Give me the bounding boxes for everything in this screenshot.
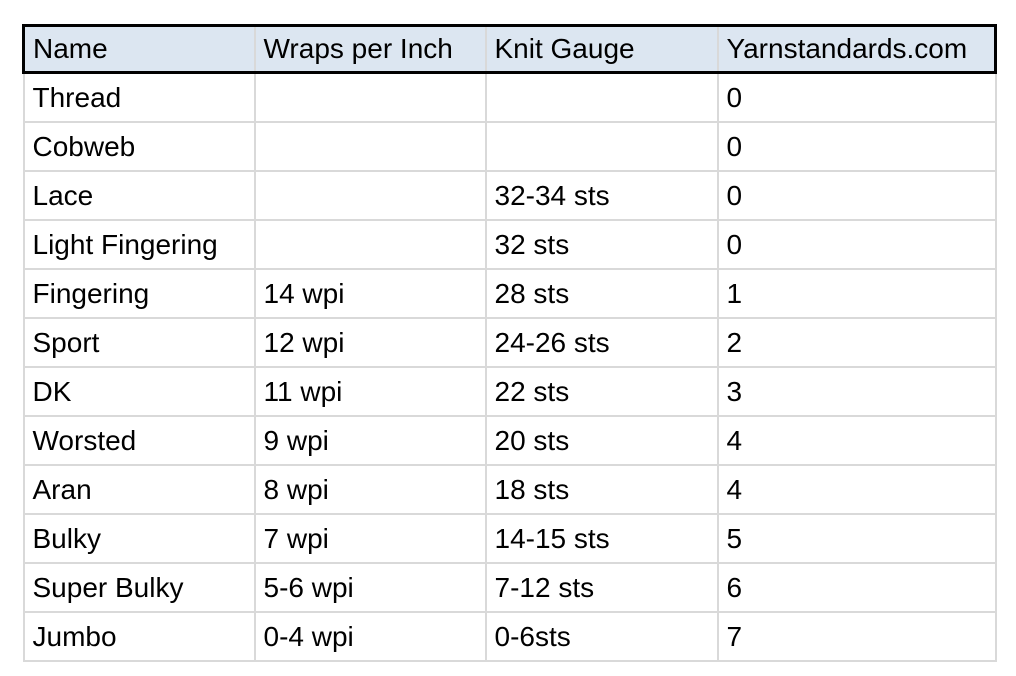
cell-standard: 6 <box>718 563 996 612</box>
cell-wpi: 12 wpi <box>255 318 486 367</box>
cell-standard: 0 <box>718 220 996 269</box>
table-header <box>24 26 996 73</box>
table-row <box>24 220 996 269</box>
table-row <box>24 171 996 220</box>
cell-wpi: 5-6 wpi <box>255 563 486 612</box>
cell-name: Super Bulky <box>24 563 255 612</box>
cell-gauge: 32 sts <box>486 220 718 269</box>
cell-gauge: 0-6sts <box>486 612 718 661</box>
cell-wpi <box>255 122 486 171</box>
cell-name: Lace <box>24 171 255 220</box>
table-row <box>24 563 996 612</box>
cell-standard: 4 <box>718 465 996 514</box>
cell-wpi: 14 wpi <box>255 269 486 318</box>
cell-standard: 7 <box>718 612 996 661</box>
table-row <box>24 612 996 661</box>
table-row <box>24 318 996 367</box>
table-row <box>24 269 996 318</box>
cell-name: Worsted <box>24 416 255 465</box>
cell-gauge: 18 sts <box>486 465 718 514</box>
cell-gauge: 14-15 sts <box>486 514 718 563</box>
header-name: Name <box>24 26 255 73</box>
cell-gauge: 7-12 sts <box>486 563 718 612</box>
table-row <box>24 122 996 171</box>
cell-gauge <box>486 73 718 123</box>
header-wraps-per-inch: Wraps per Inch <box>255 26 486 73</box>
cell-wpi: 0-4 wpi <box>255 612 486 661</box>
cell-gauge: 28 sts <box>486 269 718 318</box>
cell-wpi: 9 wpi <box>255 416 486 465</box>
header-yarnstandards: Yarnstandards.com <box>718 26 996 73</box>
table-body <box>24 73 996 662</box>
cell-name: Aran <box>24 465 255 514</box>
cell-standard: 3 <box>718 367 996 416</box>
cell-wpi: 11 wpi <box>255 367 486 416</box>
cell-gauge <box>486 122 718 171</box>
cell-standard: 2 <box>718 318 996 367</box>
cell-name: Cobweb <box>24 122 255 171</box>
cell-name: Bulky <box>24 514 255 563</box>
table-row <box>24 73 996 123</box>
cell-wpi: 8 wpi <box>255 465 486 514</box>
cell-gauge: 24-26 sts <box>486 318 718 367</box>
cell-wpi <box>255 220 486 269</box>
cell-name: Thread <box>24 73 255 123</box>
cell-name: DK <box>24 367 255 416</box>
cell-name: Jumbo <box>24 612 255 661</box>
cell-standard: 0 <box>718 122 996 171</box>
cell-wpi: 7 wpi <box>255 514 486 563</box>
cell-standard: 5 <box>718 514 996 563</box>
table-row <box>24 514 996 563</box>
cell-name: Fingering <box>24 269 255 318</box>
cell-standard: 0 <box>718 73 996 123</box>
cell-name: Sport <box>24 318 255 367</box>
table-row <box>24 465 996 514</box>
yarn-weight-table <box>22 24 997 662</box>
table-row <box>24 416 996 465</box>
cell-wpi <box>255 73 486 123</box>
cell-wpi <box>255 171 486 220</box>
cell-name: Light Fingering <box>24 220 255 269</box>
table-row <box>24 367 996 416</box>
cell-standard: 0 <box>718 171 996 220</box>
cell-standard: 4 <box>718 416 996 465</box>
cell-gauge: 22 sts <box>486 367 718 416</box>
cell-standard: 1 <box>718 269 996 318</box>
header-row <box>24 26 996 73</box>
cell-gauge: 20 sts <box>486 416 718 465</box>
cell-gauge: 32-34 sts <box>486 171 718 220</box>
header-knit-gauge: Knit Gauge <box>486 26 718 73</box>
